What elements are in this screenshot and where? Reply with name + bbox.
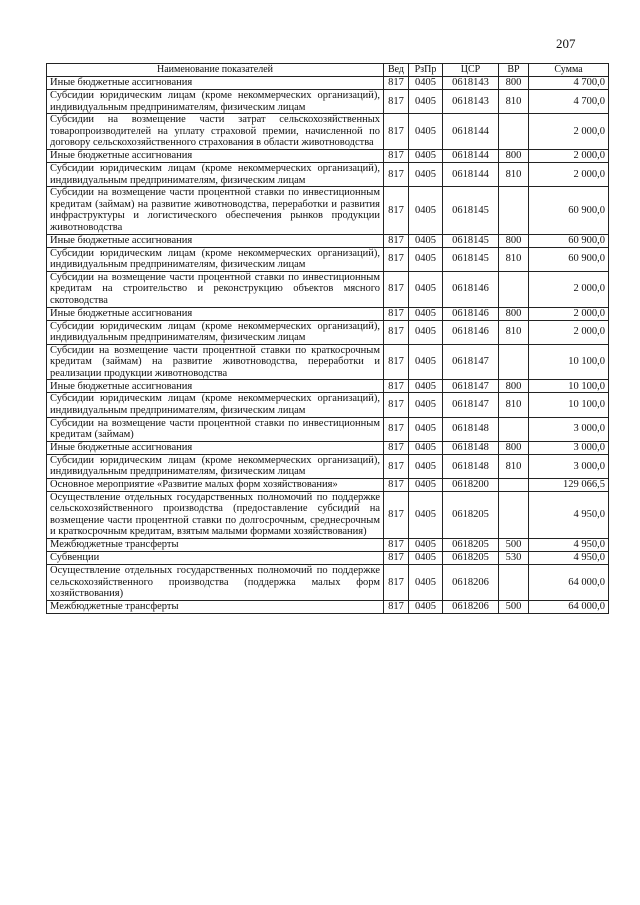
cell-ved: 817: [384, 77, 409, 90]
cell-vr: 800: [499, 380, 529, 393]
cell-ved: 817: [384, 114, 409, 150]
table-row: [47, 149, 609, 162]
header-vr: ВР: [499, 64, 529, 77]
cell-name: Иные бюджетные ассигнования: [47, 234, 384, 247]
cell-ved: 817: [384, 162, 409, 186]
cell-ved: 817: [384, 454, 409, 478]
cell-vr: 810: [499, 454, 529, 478]
cell-name: Иные бюджетные ассигнования: [47, 380, 384, 393]
cell-sum: 10 100,0: [529, 344, 609, 380]
cell-rzpr: 0405: [409, 307, 443, 320]
cell-csr: 0618148: [443, 441, 499, 454]
cell-vr: 810: [499, 247, 529, 271]
cell-sum: 60 900,0: [529, 234, 609, 247]
cell-vr: 530: [499, 552, 529, 565]
cell-name: Субсидии на возмещение части затрат сельскохозяйственных товаропроизводителей на уплату страховой премии, начисленной по договору сельскохозяйственного страхования в области животноводства: [47, 114, 384, 150]
cell-rzpr: 0405: [409, 539, 443, 552]
cell-sum: 2 000,0: [529, 320, 609, 344]
cell-rzpr: 0405: [409, 247, 443, 271]
cell-rzpr: 0405: [409, 417, 443, 441]
table-row: [47, 320, 609, 344]
cell-csr: 0618205: [443, 491, 499, 538]
table-row: [47, 114, 609, 150]
header-rzpr: РзПр: [409, 64, 443, 77]
cell-name: Субсидии юридическим лицам (кроме некоммерческих организаций), индивидуальным предпринимателям, физическим лицам: [47, 247, 384, 271]
cell-name: Субсидии на возмещение части процентной ставки по инвестиционным кредитам (займам) на развитие животноводства, переработки и развития инфраструктуры и логистического обеспечения рынков продукции животноводства: [47, 187, 384, 234]
table-row: [47, 271, 609, 307]
cell-name: Субсидии на возмещение части процентной ставки по инвестиционным кредитам (займам): [47, 417, 384, 441]
cell-ved: 817: [384, 90, 409, 114]
cell-name: Иные бюджетные ассигнования: [47, 307, 384, 320]
cell-csr: 0618147: [443, 344, 499, 380]
cell-csr: 0618144: [443, 162, 499, 186]
table-row: [47, 417, 609, 441]
table-row: [47, 77, 609, 90]
cell-rzpr: 0405: [409, 187, 443, 234]
cell-vr: [499, 479, 529, 492]
cell-ved: 817: [384, 479, 409, 492]
cell-csr: 0618145: [443, 234, 499, 247]
cell-vr: 810: [499, 320, 529, 344]
cell-vr: 800: [499, 307, 529, 320]
cell-sum: 4 950,0: [529, 539, 609, 552]
header-sum: Сумма: [529, 64, 609, 77]
header-csr: ЦСР: [443, 64, 499, 77]
cell-sum: 4 700,0: [529, 77, 609, 90]
cell-sum: 60 900,0: [529, 247, 609, 271]
cell-name: Субсидии юридическим лицам (кроме некоммерческих организаций), индивидуальным предпринимателям, физическим лицам: [47, 454, 384, 478]
cell-sum: 10 100,0: [529, 393, 609, 417]
cell-sum: 2 000,0: [529, 149, 609, 162]
cell-name: Межбюджетные трансферты: [47, 539, 384, 552]
cell-ved: 817: [384, 344, 409, 380]
cell-name: Иные бюджетные ассигнования: [47, 149, 384, 162]
table-row: [47, 491, 609, 538]
cell-name: Субсидии юридическим лицам (кроме некоммерческих организаций), индивидуальным предпринимателям, физическим лицам: [47, 320, 384, 344]
cell-vr: [499, 187, 529, 234]
cell-vr: 800: [499, 234, 529, 247]
cell-rzpr: 0405: [409, 454, 443, 478]
cell-sum: 2 000,0: [529, 271, 609, 307]
cell-ved: 817: [384, 247, 409, 271]
cell-rzpr: 0405: [409, 320, 443, 344]
cell-csr: 0618206: [443, 600, 499, 613]
cell-vr: 810: [499, 162, 529, 186]
table-row: [47, 344, 609, 380]
cell-ved: 817: [384, 307, 409, 320]
cell-csr: 0618200: [443, 479, 499, 492]
cell-ved: 817: [384, 539, 409, 552]
cell-csr: 0618145: [443, 187, 499, 234]
table-row: [47, 552, 609, 565]
cell-name: Иные бюджетные ассигнования: [47, 441, 384, 454]
cell-sum: 2 000,0: [529, 114, 609, 150]
table-row: [47, 600, 609, 613]
cell-ved: 817: [384, 552, 409, 565]
table-row: [47, 380, 609, 393]
table-header-row: [47, 64, 609, 77]
cell-sum: 64 000,0: [529, 600, 609, 613]
table-row: [47, 441, 609, 454]
cell-vr: [499, 417, 529, 441]
cell-rzpr: 0405: [409, 149, 443, 162]
cell-name: Иные бюджетные ассигнования: [47, 77, 384, 90]
cell-rzpr: 0405: [409, 77, 443, 90]
cell-csr: 0618147: [443, 380, 499, 393]
cell-rzpr: 0405: [409, 380, 443, 393]
cell-vr: [499, 114, 529, 150]
cell-rzpr: 0405: [409, 344, 443, 380]
table-row: [47, 454, 609, 478]
cell-sum: 64 000,0: [529, 565, 609, 601]
cell-ved: 817: [384, 417, 409, 441]
cell-name: Субвенции: [47, 552, 384, 565]
cell-sum: 129 066,5: [529, 479, 609, 492]
header-name: Наименование показателей: [47, 64, 384, 77]
table-row: [47, 565, 609, 601]
cell-ved: 817: [384, 234, 409, 247]
cell-ved: 817: [384, 491, 409, 538]
cell-csr: 0618147: [443, 393, 499, 417]
cell-ved: 817: [384, 393, 409, 417]
budget-table: [46, 63, 609, 614]
cell-sum: 4 950,0: [529, 491, 609, 538]
table-row: [47, 539, 609, 552]
cell-csr: 0618143: [443, 77, 499, 90]
cell-vr: 800: [499, 149, 529, 162]
table-row: [47, 234, 609, 247]
cell-name: Межбюджетные трансферты: [47, 600, 384, 613]
cell-vr: 810: [499, 393, 529, 417]
cell-csr: 0618205: [443, 539, 499, 552]
cell-rzpr: 0405: [409, 90, 443, 114]
cell-sum: 2 000,0: [529, 162, 609, 186]
cell-rzpr: 0405: [409, 552, 443, 565]
table-row: [47, 307, 609, 320]
cell-rzpr: 0405: [409, 491, 443, 538]
table-row: [47, 187, 609, 234]
cell-csr: 0618148: [443, 454, 499, 478]
cell-sum: 4 700,0: [529, 90, 609, 114]
cell-name: Субсидии на возмещение части процентной ставки по краткосрочным кредитам (займам) на развитие животноводства, переработки и реализации продукции животноводства: [47, 344, 384, 380]
cell-csr: 0618205: [443, 552, 499, 565]
cell-vr: 810: [499, 90, 529, 114]
cell-csr: 0618145: [443, 247, 499, 271]
cell-rzpr: 0405: [409, 114, 443, 150]
cell-vr: 500: [499, 600, 529, 613]
cell-name: Осуществление отдельных государственных полномочий по поддержке сельскохозяйственного производства (поддержка малых форм хозяйствования): [47, 565, 384, 601]
cell-sum: 10 100,0: [529, 380, 609, 393]
cell-name: Субсидии юридическим лицам (кроме некоммерческих организаций), индивидуальным предпринимателям, физическим лицам: [47, 162, 384, 186]
cell-sum: 3 000,0: [529, 417, 609, 441]
cell-rzpr: 0405: [409, 600, 443, 613]
cell-rzpr: 0405: [409, 271, 443, 307]
cell-rzpr: 0405: [409, 479, 443, 492]
cell-vr: 800: [499, 441, 529, 454]
cell-vr: 500: [499, 539, 529, 552]
cell-csr: 0618206: [443, 565, 499, 601]
cell-csr: 0618146: [443, 320, 499, 344]
cell-ved: 817: [384, 149, 409, 162]
cell-ved: 817: [384, 320, 409, 344]
cell-ved: 817: [384, 271, 409, 307]
cell-name: Основное мероприятие «Развитие малых форм хозяйствования»: [47, 479, 384, 492]
cell-name: Осуществление отдельных государственных полномочий по поддержке сельскохозяйственного производства (предоставление субсидий на возмещение части процентной ставки по долгосрочным, среднесрочным и краткосрочным кредитам, взятым малыми формами хозяйствования): [47, 491, 384, 538]
cell-vr: [499, 271, 529, 307]
cell-vr: [499, 344, 529, 380]
cell-rzpr: 0405: [409, 162, 443, 186]
table-row: [47, 479, 609, 492]
cell-ved: 817: [384, 187, 409, 234]
cell-rzpr: 0405: [409, 565, 443, 601]
cell-csr: 0618144: [443, 149, 499, 162]
cell-name: Субсидии юридическим лицам (кроме некоммерческих организаций), индивидуальным предпринимателям, физическим лицам: [47, 393, 384, 417]
cell-rzpr: 0405: [409, 234, 443, 247]
table-row: [47, 90, 609, 114]
page-number: 207: [556, 36, 576, 51]
cell-ved: 817: [384, 380, 409, 393]
table-row: [47, 162, 609, 186]
cell-vr: [499, 565, 529, 601]
cell-sum: 60 900,0: [529, 187, 609, 234]
table-row: [47, 393, 609, 417]
table-row: [47, 247, 609, 271]
cell-csr: 0618146: [443, 307, 499, 320]
cell-csr: 0618143: [443, 90, 499, 114]
cell-vr: [499, 491, 529, 538]
cell-ved: 817: [384, 600, 409, 613]
header-ved: Вед: [384, 64, 409, 77]
cell-ved: 817: [384, 441, 409, 454]
cell-csr: 0618144: [443, 114, 499, 150]
cell-csr: 0618146: [443, 271, 499, 307]
cell-name: Субсидии на возмещение части процентной ставки по инвестиционным кредитам на строительство и реконструкцию объектов мясного скотоводства: [47, 271, 384, 307]
cell-csr: 0618148: [443, 417, 499, 441]
cell-sum: 3 000,0: [529, 441, 609, 454]
cell-sum: 2 000,0: [529, 307, 609, 320]
cell-vr: 800: [499, 77, 529, 90]
cell-sum: 4 950,0: [529, 552, 609, 565]
cell-rzpr: 0405: [409, 441, 443, 454]
cell-name: Субсидии юридическим лицам (кроме некоммерческих организаций), индивидуальным предпринимателям, физическим лицам: [47, 90, 384, 114]
cell-rzpr: 0405: [409, 393, 443, 417]
cell-ved: 817: [384, 565, 409, 601]
cell-sum: 3 000,0: [529, 454, 609, 478]
